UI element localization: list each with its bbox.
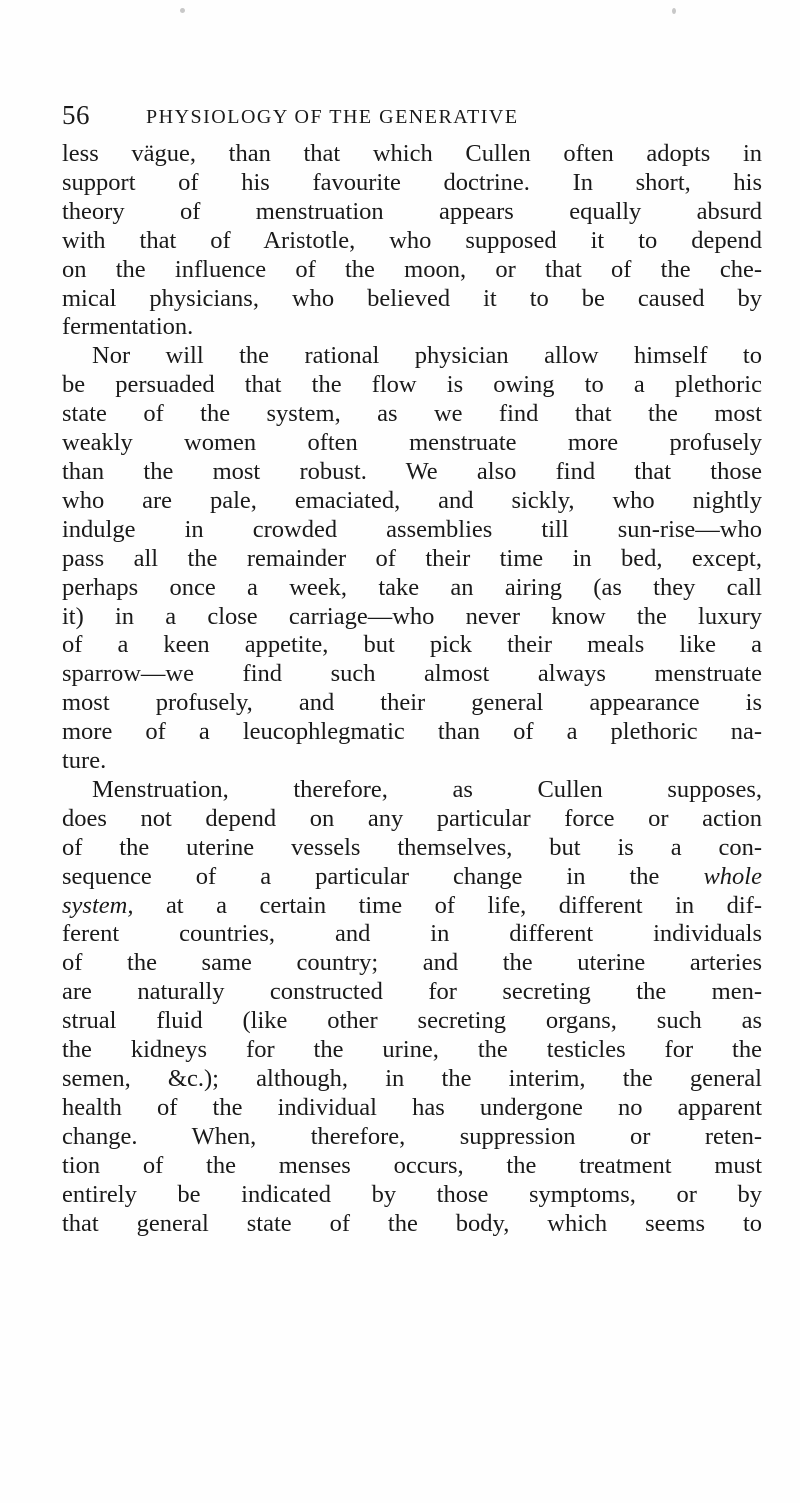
text-line: of the uterine vessels themselves, but is a con- [62, 833, 762, 861]
text-line: with that of Aristotle, who supposed it to depend [62, 226, 762, 254]
text-line: state of the system, as we find that the most [62, 400, 762, 428]
text-line: ture. [62, 747, 107, 775]
text-line: more of a leucophlegmatic than of a plethoric na- [62, 718, 762, 746]
text-line: less vägue, than that which Cullen often adopts in [62, 140, 762, 167]
text-line: that general state of the body, which seems to [62, 1209, 762, 1237]
text-line [62, 863, 762, 892]
text-line: fermentation. [62, 313, 194, 341]
text-line: most profusely, and their general appearance is [62, 689, 762, 717]
body-text [62, 140, 762, 1238]
page-header [62, 100, 742, 140]
text-line: of a keen appetite, but pick their meals like a [62, 631, 762, 659]
print-speck [180, 8, 185, 13]
text-line: semen, &c.); although, in the interim, the general [62, 1065, 762, 1092]
text-line: are naturally constructed for secreting the men- [62, 978, 762, 1006]
text-line: the kidneys for the urine, the testicles for the [62, 1036, 762, 1064]
text-fragment: sequence of a particular change in the [62, 862, 660, 890]
text-line: health of the individual has undergone no apparent [62, 1093, 762, 1121]
running-title: PHYSIOLOGY OF THE GENERATIVE [146, 106, 519, 128]
text-line: mical physicians, who believed it to be caused by [62, 284, 762, 312]
italic-phrase: system, [62, 891, 134, 919]
page-number: 56 [62, 100, 90, 130]
text-line: change. When, therefore, suppression or reten- [62, 1122, 762, 1150]
text-line: pass all the remainder of their time in bed, except, [62, 544, 762, 572]
text-line: indulge in crowded assemblies till sun-rise—who [62, 515, 762, 543]
text-line: support of his favourite doctrine. In short, his [62, 168, 762, 196]
text-line: of the same country; and the uterine arteries [62, 949, 762, 977]
text-line [62, 892, 762, 921]
text-line: weakly women often menstruate more profusely [62, 429, 762, 457]
text-line: perhaps once a week, take an airing (as they call [62, 573, 762, 601]
print-speck [672, 8, 676, 14]
paragraph-start-line: Nor will the rational physician allow himself to [92, 342, 762, 370]
text-line: theory of menstruation appears equally absurd [62, 197, 762, 225]
text-line: on the influence of the moon, or that of the che- [62, 255, 762, 283]
text-line: who are pale, emaciated, and sickly, who nightly [62, 486, 762, 514]
text-line: sparrow—we find such almost always menstruate [62, 660, 762, 688]
text-line: entirely be indicated by those symptoms, or by [62, 1180, 762, 1208]
text-line: tion of the menses occurs, the treatment must [62, 1151, 762, 1179]
text-line: than the most robust. We also find that those [62, 457, 762, 485]
paragraph-start-line: Menstruation, therefore, as Cullen supposes, [92, 775, 762, 803]
italic-phrase: whole [703, 862, 762, 890]
text-line: ferent countries, and in different individuals [62, 920, 762, 948]
text-line: does not depend on any particular force or action [62, 804, 762, 832]
text-line: be persuaded that the flow is owing to a plethoric [62, 371, 762, 399]
text-line: strual fluid (like other secreting organs, such as [62, 1007, 762, 1035]
text-line: it) in a close carriage—who never know the luxury [62, 602, 762, 630]
text-fragment: at a certain time of life, different in dif- [165, 891, 762, 919]
